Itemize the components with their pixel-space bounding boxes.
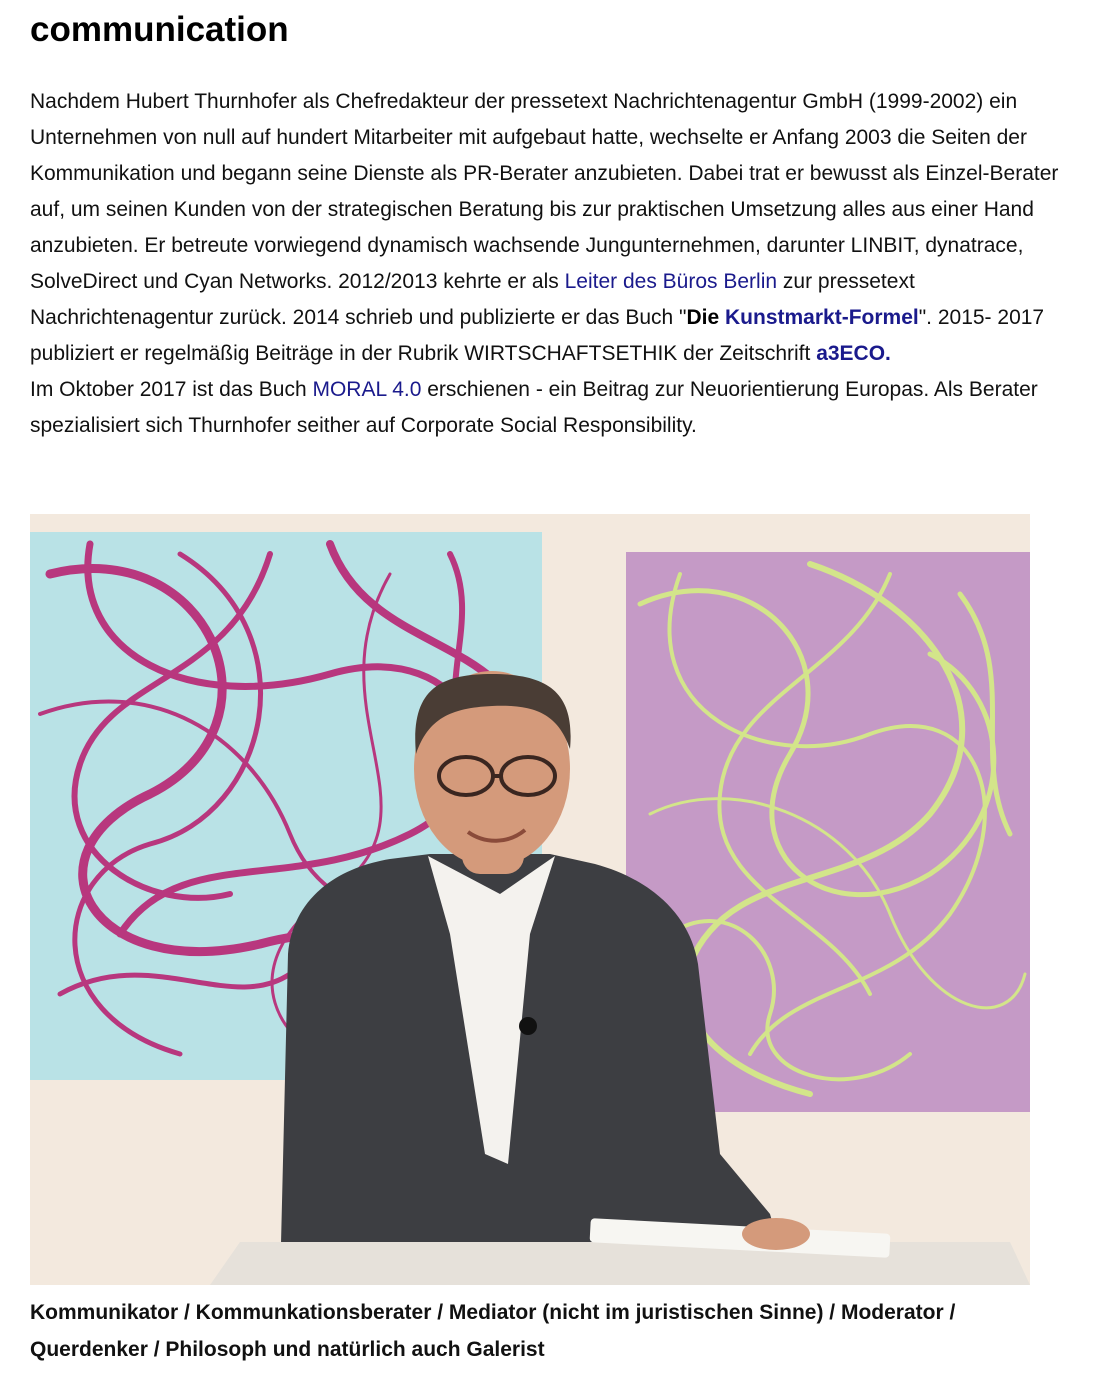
link-kunstmarkt-formel[interactable] (725, 306, 919, 329)
link-leiter-buero-berlin[interactable]: Leiter des Büros Berlin (564, 270, 778, 293)
bio-paragraph (30, 84, 1070, 444)
bio-text-5: erschienen - ein Beitrag zur Neuorientierung Europas. Als Berater spezialisiert sich Thurnhofer seither auf Corporate Social Responsibility. (30, 378, 1038, 437)
person-hand (742, 1218, 810, 1250)
section-title: communication (30, 10, 289, 49)
link-moral-4-0[interactable]: MORAL 4.0 (312, 378, 422, 401)
book-title-die: Die (686, 306, 726, 329)
link-a3eco[interactable] (816, 342, 891, 365)
lectern-table (210, 1242, 1030, 1285)
photo-caption: Kommunikator / Kommunkationsberater / Mediator (nicht im juristischen Sinne) / Moderator / Querdenker / Philosoph und natürlich auch Galerist (30, 1301, 956, 1361)
link-kunstmarkt-formel-label: Kunstmarkt-Formel (725, 306, 919, 329)
portrait-photo (30, 514, 1030, 1285)
lapel-microphone (519, 1017, 537, 1035)
bio-text-3: ". 2015- 2017 publiziert er regelmäßig Beiträge in der Rubrik WIRTSCHAFTSETHIK der Zeitschrift (30, 306, 1045, 365)
bio-text-1: Nachdem Hubert Thurnhofer als Chefredakteur der pressetext Nachrichtenagentur GmbH (1999-2002) ein Unternehmen von null auf hundert Mitarbeiter mit aufgebaut hatte, wechselte er Anfang 2003 die Seiten der Kommunikation und begann seine Dienste als PR-Berater anzubieten. Dabei trat er bewusst als Einzel-Berater auf, um seinen Kunden von der strategischen Beratung bis zur praktischen Umsetzung alles aus einer Hand anzubieten. Er betreute vorwiegend dynamisch wachsende Jungunternehmen, darunter LINBIT, dynatrace, SolveDirect und Cyan Networks. 2012/2013 kehrte er als (30, 90, 1059, 293)
bio-text-2: zur pressetext Nachrichtenagentur zurück. 2014 schrieb und publizierte er das Buch " (30, 270, 915, 329)
link-a3eco-label: a3ECO. (816, 342, 891, 365)
portrait-illustration (30, 514, 1030, 1285)
bio-text-4: Im Oktober 2017 ist das Buch (30, 378, 313, 401)
